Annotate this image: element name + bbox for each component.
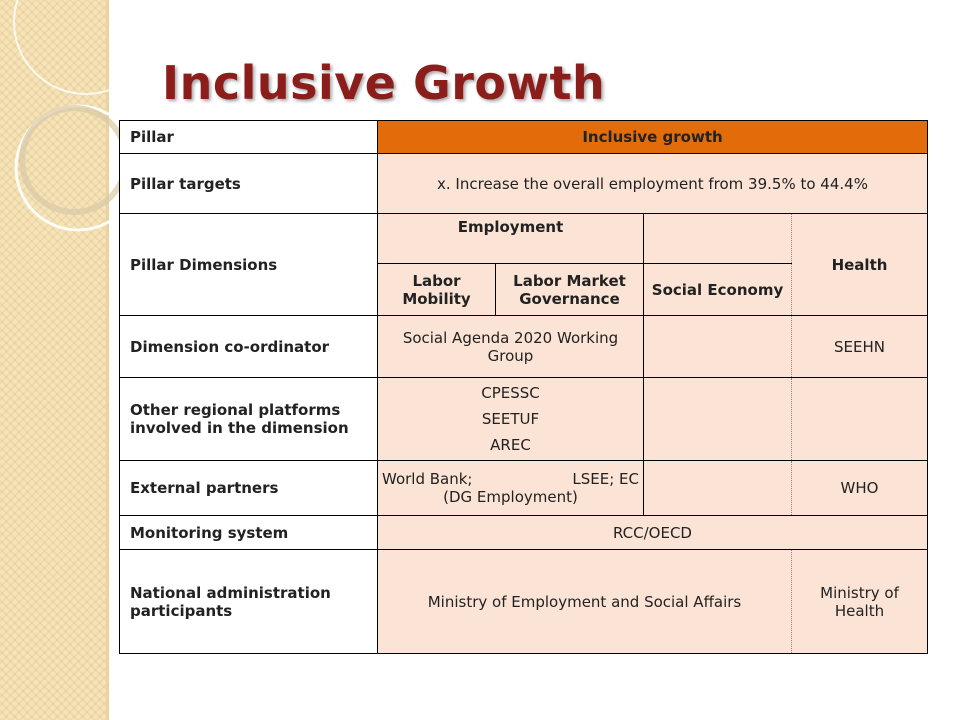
pillar-label: Pillar [120, 121, 378, 154]
sub-labor-market-governance: Labor Market Governance [496, 264, 644, 316]
table-row-monitoring [120, 516, 928, 550]
targets-value: x. Increase the overall employment from 39.5% to 44.4% [378, 154, 928, 214]
employment-header: Employment [378, 214, 644, 264]
table-row-pillar [120, 121, 928, 154]
slide-title: Inclusive Growth [162, 56, 606, 110]
platforms-health-empty [792, 378, 928, 461]
platform-item: AREC [490, 436, 531, 454]
table-row-platforms [120, 378, 928, 461]
coordinator-label: Dimension co-ordinator [120, 316, 378, 378]
platforms-label: Other regional platforms involved in the dimension [120, 378, 378, 461]
coordinator-health: SEEHN [792, 316, 928, 378]
pillar-table [119, 120, 928, 654]
partners-empty-cell [644, 461, 792, 516]
platform-item: CPESSC [481, 384, 540, 402]
partners-label: External partners [120, 461, 378, 516]
pillar-value: Inclusive growth [378, 121, 928, 154]
partner-dg-employment: (DG Employment) [443, 488, 578, 506]
partner-lsee-ec: LSEE; EC [572, 470, 639, 488]
targets-label: Pillar targets [120, 154, 378, 214]
partners-line-1 [378, 470, 643, 488]
table-row-partners [120, 461, 928, 516]
health-header: Health [792, 214, 928, 316]
partner-world-bank: World Bank; [382, 470, 473, 488]
national-label: National administration participants [120, 550, 378, 654]
sub-social-economy: Social Economy [644, 264, 792, 316]
partners-employment [378, 461, 644, 516]
dimensions-label: Pillar Dimensions [120, 214, 378, 316]
table-row-dimensions [120, 214, 928, 264]
platforms-empty-cell [644, 378, 792, 461]
coordinator-empty-cell [644, 316, 792, 378]
platforms-list [378, 378, 644, 461]
national-employment: Ministry of Employment and Social Affairs [378, 550, 792, 654]
monitoring-value: RCC/OECD [378, 516, 928, 550]
monitoring-label: Monitoring system [120, 516, 378, 550]
sub-labor-mobility: Labor Mobility [378, 264, 496, 316]
platform-item: SEETUF [481, 410, 540, 428]
national-health: Ministry of Health [792, 550, 928, 654]
table-row-coordinator [120, 316, 928, 378]
table-row-national [120, 550, 928, 654]
partners-health: WHO [792, 461, 928, 516]
table-row-targets [120, 154, 928, 214]
dimension-empty-cell [644, 214, 792, 264]
coordinator-employment: Social Agenda 2020 Working Group [378, 316, 644, 378]
